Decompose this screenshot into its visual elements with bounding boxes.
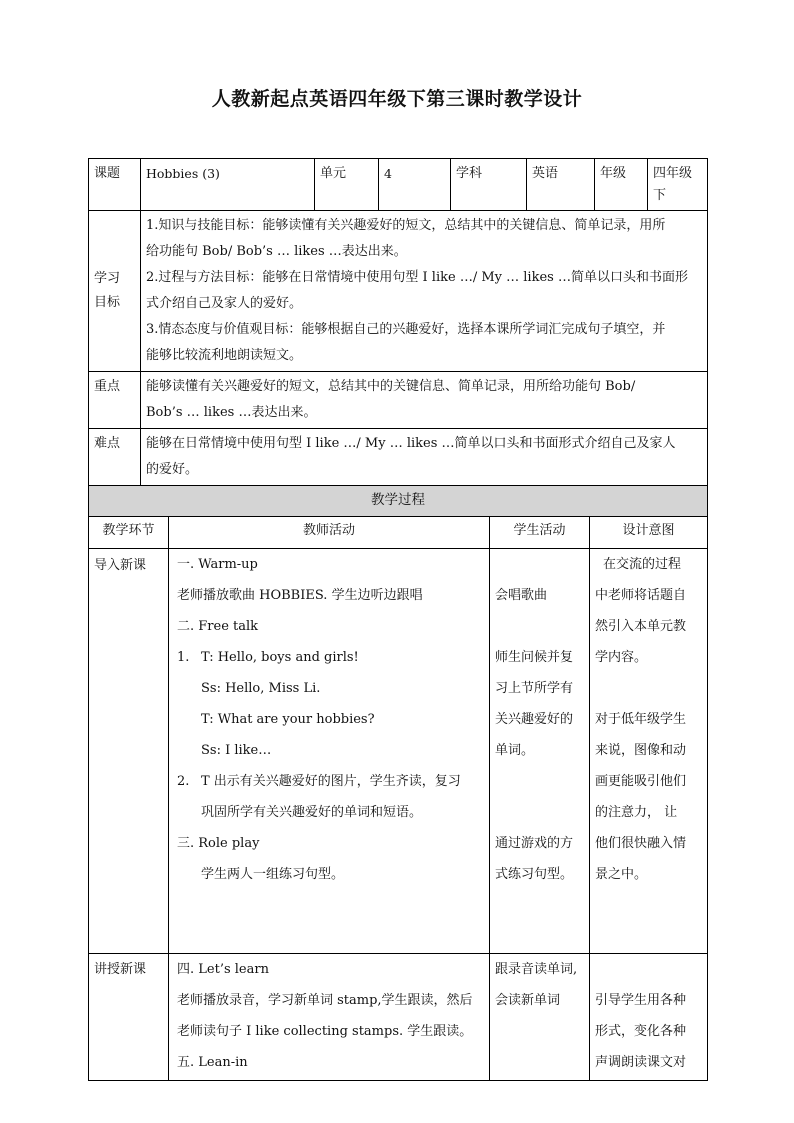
difficulty-content: 能够在日常情境中使用句型 I like …/ My … likes …简单以口头和书面形式介绍自己及家人 的爱好。 [141,429,708,486]
student-activity: 跟录音读单词, 会读新单词 [490,954,590,1081]
design-intent: 在交流的过程 中老师将话题自 然引入本单元教 学内容。 对于低年级学生 来说，图像和动 画更能吸引他们 的注意力， 让 他们很快融入情 景之中。 [590,549,708,954]
key-point-content: 能够读懂有关兴趣爱好的短文，总结其中的关键信息、简单记录，用所给功能句 Bob/ Bob’s … likes …表达出来。 [141,372,708,429]
column-header-stage: 教学环节 [89,517,169,549]
subject-label: 学科 [451,159,527,211]
key-point-label: 重点 [89,372,141,429]
column-header-student: 学生活动 [490,517,590,549]
unit-label: 单元 [315,159,379,211]
grade-label: 年级 [595,159,648,211]
objectives-label: 学习 目标 [89,211,141,372]
teacher-activity: 一. Warm-up 老师播放歌曲 HOBBIES. 学生边听边跟唱 二. Free talk 1. T: Hello, boys and girls! Ss: Hello, Miss Li. T: What are your hobbies? Ss: I like… 2. T 出示有关兴趣爱好的图片，学生齐读，复习 巩固所学有关兴趣爱好的单词和短语。 三. Role play 学生两人一组练习句型。 [169,549,490,954]
lesson-plan-sheet [88,158,707,1081]
column-header-teacher: 教师活动 [169,517,490,549]
stage-name: 导入新课 [89,549,169,954]
column-header-intent: 设计意图 [590,517,708,549]
lesson-info-table [88,158,708,486]
topic-label: 课题 [89,159,141,211]
stage-name: 讲授新课 [89,954,169,1081]
teacher-activity: 四. Let’s learn 老师播放录音，学习新单词 stamp,学生跟读，然后 老师读句子 I like collecting stamps. 学生跟读。 五. Lean-in [169,954,490,1081]
design-intent: 引导学生用各种 形式，变化各种 声调朗读课文对 [590,954,708,1081]
teaching-process-table [88,485,708,1081]
subject-value: 英语 [527,159,595,211]
student-activity: 会唱歌曲 师生问候并复 习上节所学有 关兴趣爱好的 单词。 通过游戏的方 式练习句型。 [490,549,590,954]
document-title: 人教新起点英语四年级下第三课时教学设计 [211,88,583,110]
difficulty-label: 难点 [89,429,141,486]
unit-value: 4 [379,159,451,211]
grade-value: 四年级 下 [648,159,708,211]
objectives-content: 1.知识与技能目标：能够读懂有关兴趣爱好的短文，总结其中的关键信息、简单记录，用所 给功能句 Bob/ Bob’s … likes …表达出来。 2.过程与方法目标：能够在日常情境中使用句型 I like …/ My … likes …简单以口头和书面形 式介绍自己及家人的爱好。 3.情态态度与价值观目标：能够根据自己的兴趣爱好，选择本课所学词汇完成句子填空，并 能够比较流利地朗读短文。 [141,211,708,372]
process-header: 教学过程 [89,486,708,517]
topic-value: Hobbies (3) [141,159,315,211]
